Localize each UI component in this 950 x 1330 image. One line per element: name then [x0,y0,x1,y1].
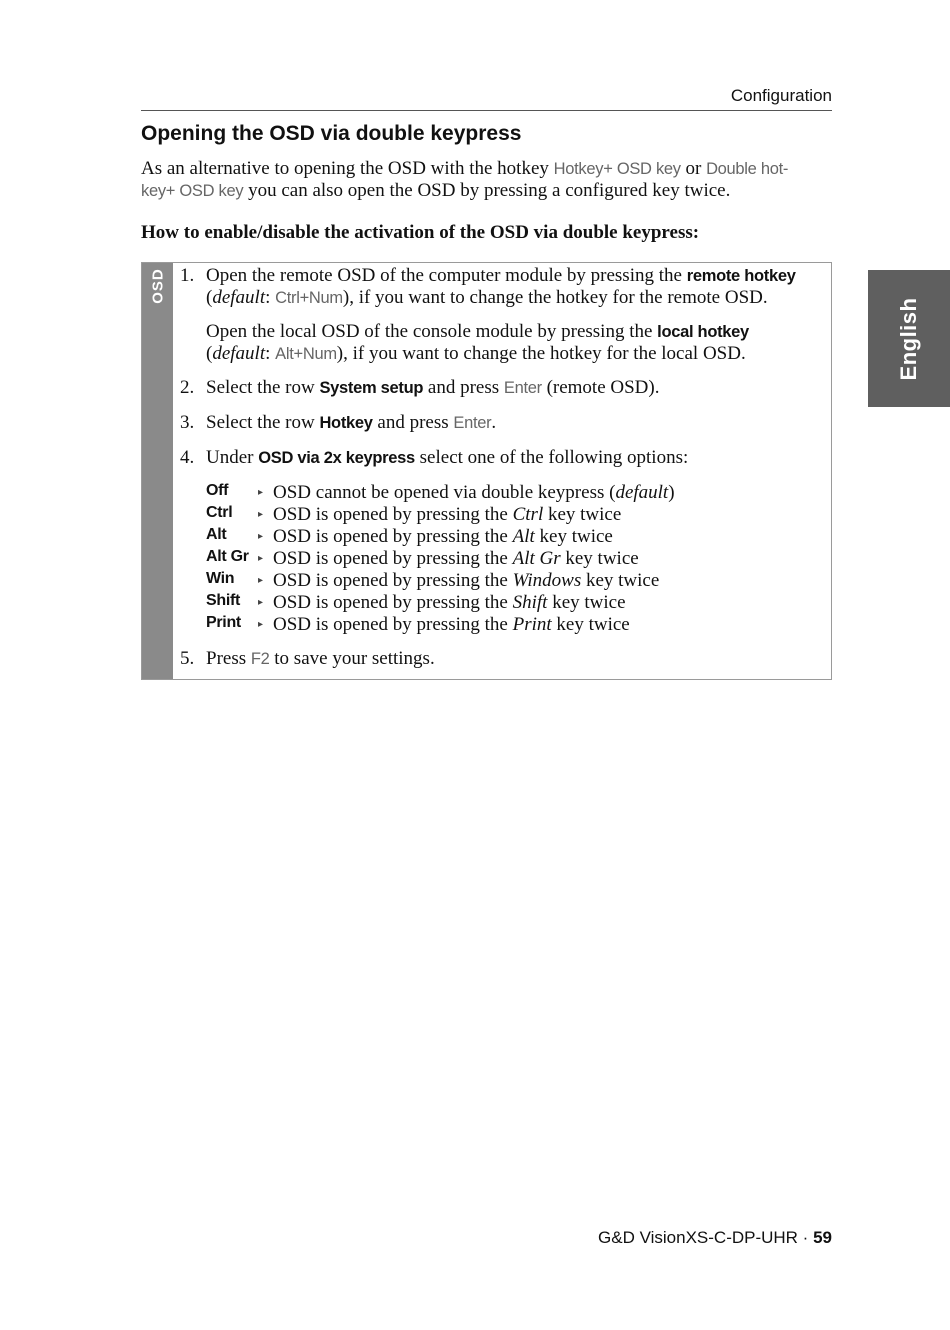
option-key: Win [206,570,235,587]
option-key: Off [206,482,229,499]
option-emphasis: default [615,482,669,503]
option-text-end: ) [668,482,675,503]
step1-colon-2: : [265,343,276,364]
option-text: OSD is opened by pressing the [273,614,513,635]
step-number-2: 2. [180,377,195,398]
remote-hotkey: remote hotkey [686,267,796,285]
step1-colon: : [265,287,276,308]
option-emphasis: Ctrl [512,504,544,525]
option-key: Ctrl [206,504,233,521]
step-number-5: 5. [180,648,195,669]
option-text: OSD cannot be opened via double keypress ( [273,482,616,503]
step3-line [206,412,496,434]
language-tab-label: English [896,297,921,380]
step-number-1: 1. [180,265,195,286]
osd-bar-label: OSD [149,268,166,304]
enter-key: Enter [503,379,542,397]
bullet-arrow-icon: ▸ [258,553,264,564]
option-emphasis: Print [512,614,552,635]
option-row [142,592,831,614]
page-number: 59 [813,1228,832,1247]
option-row [142,548,831,570]
language-tab [868,270,950,407]
intro-text-2: or [680,158,707,179]
option-emphasis: Alt Gr [512,548,561,569]
step2-line [206,377,659,399]
option-text-end: key twice [543,504,622,525]
footer-product: G&D VisionXS-C-DP-UHR · [598,1228,814,1247]
hotkey-osd-key: Hotkey+ OSD key [553,160,681,178]
option-row [142,504,831,526]
step3-text-3: . [491,412,497,433]
step4-text-2: select one of the following options: [414,447,689,468]
running-header: Configuration [730,86,832,105]
section-title: Opening the OSD via double keypress [141,122,522,145]
procedure-box [141,262,832,680]
step1-paren-open: ( [206,287,213,308]
option-text-end: key twice [560,548,639,569]
step1-line1 [206,265,796,287]
page-footer [141,1228,832,1248]
option-text-end: key twice [547,592,626,613]
step1-text-a: Open the remote OSD of the computer module by pressing the [206,265,687,286]
step1-default-label-2: default [212,343,266,364]
step1-text-c: Open the local OSD of the console module by pressing the [206,321,658,342]
option-key: Alt Gr [206,548,249,565]
double-hotkey-part1: Double hot- [706,160,789,178]
option-description [273,504,621,526]
bullet-arrow-icon: ▸ [258,575,264,586]
option-description [273,570,659,592]
step2-text-1: Select the row [206,377,320,398]
option-text: OSD is opened by pressing the [273,526,513,547]
option-description [273,548,639,570]
step-number-4: 4. [180,447,195,468]
step2-text-2: and press [423,377,504,398]
step1-paren-open-2: ( [206,343,213,364]
ctrl-num-key: Ctrl+Num [275,289,343,307]
option-row [142,526,831,548]
alt-num-key: Alt+Num [275,345,337,363]
step5-text-2: to save your settings. [269,648,435,669]
bullet-arrow-icon: ▸ [258,597,264,608]
osd-2x-keypress-row: OSD via 2x keypress [258,449,415,467]
option-row [142,570,831,592]
bullet-arrow-icon: ▸ [258,509,264,520]
step1-line3 [206,321,749,343]
header-rule [141,110,832,111]
option-text: OSD is opened by pressing the [273,592,513,613]
step1-line2 [206,287,768,309]
option-text: OSD is opened by pressing the [273,548,513,569]
step3-text-2: and press [372,412,454,433]
option-key: Shift [206,592,241,609]
bullet-arrow-icon: ▸ [258,487,264,498]
bullet-arrow-icon: ▸ [258,619,264,630]
step1-line4 [206,343,746,365]
bullet-arrow-icon: ▸ [258,531,264,542]
step1-default-label: default [212,287,266,308]
local-hotkey: local hotkey [657,323,749,341]
enter-key: Enter [453,414,492,432]
option-key: Print [206,614,241,631]
option-description [273,482,675,504]
step3-text-1: Select the row [206,412,320,433]
option-text: OSD is opened by pressing the [273,570,513,591]
option-description [273,526,613,548]
f2-key: F2 [250,650,270,668]
intro-text-1: As an alternative to opening the OSD with the hotkey [141,158,554,179]
double-hotkey-part2: key+ OSD key [141,182,244,200]
step1-text-d: ), if you want to change the hotkey for the local OSD. [336,343,746,364]
step-number-3: 3. [180,412,195,433]
option-text-end: key twice [581,570,660,591]
option-text-end: key twice [551,614,630,635]
step4-text-1: Under [206,447,259,468]
step5-text-1: Press [206,648,251,669]
option-description [273,614,630,636]
option-row [142,614,831,636]
step2-text-3: (remote OSD). [541,377,660,398]
option-description [273,592,626,614]
step1-text-b: ), if you want to change the hotkey for the remote OSD. [342,287,768,308]
step5-line [206,648,435,670]
intro-text-3: you can also open the OSD by pressing a configured key twice. [243,180,731,201]
option-text: OSD is opened by pressing the [273,504,513,525]
option-emphasis: Alt [512,526,535,547]
option-key: Alt [206,526,227,543]
option-row [142,482,831,504]
procedure-heading: How to enable/disable the activation of the OSD via double keypress: [141,222,700,243]
option-text-end: key twice [534,526,613,547]
intro-paragraph [141,158,832,202]
option-emphasis: Windows [512,570,582,591]
hotkey-row: Hotkey [319,414,373,432]
option-emphasis: Shift [512,592,548,613]
system-setup-row: System setup [319,379,424,397]
step4-line [206,447,688,469]
